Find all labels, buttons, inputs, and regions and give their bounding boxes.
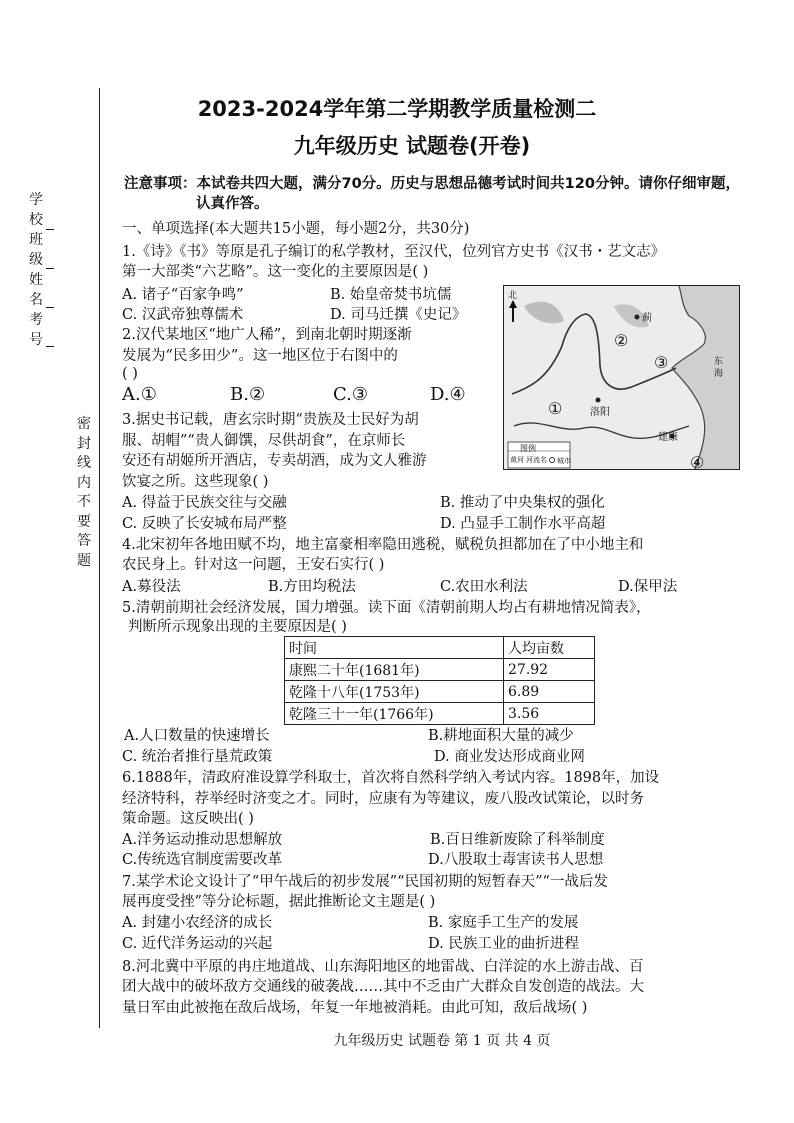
q6-stem-1: 6.1888年，清政府准设算学科取士，首次将自然科学纳入考试内容。1898年，加设 xyxy=(122,770,660,786)
exam-subtitle: 九年级历史 试题卷(开卷) xyxy=(293,134,531,158)
q8-stem-1: 8.河北冀中平原的冉庄地道战、山东海阳地区的地雷战、白洋淀的水上游击战、百 xyxy=(122,959,644,975)
seal-char: 密 xyxy=(77,416,91,432)
q7-option-d: D. 民族工业的曲折进程 xyxy=(428,936,579,952)
seal-line-notice xyxy=(74,415,94,571)
q3-stem-1: 3.据史书记载，唐玄宗时期“贵族及士民好为胡 xyxy=(122,412,419,428)
map-mark-2: ② xyxy=(614,331,629,350)
q1-stem-1: 1.《诗》《书》等原是孔子编订的私学教材，至汉代，位列官方史书《汉书・艺文志》 xyxy=(122,244,666,260)
q6-option-b: B.百日维新废除了科举制度 xyxy=(430,832,605,848)
side-label: 名 xyxy=(29,292,43,308)
notice-line-2: 认真作答。 xyxy=(196,196,269,212)
table-row xyxy=(285,659,595,681)
q5-option-c: C. 统治者推行垦荒政策 xyxy=(122,749,273,765)
city-luoyang: 洛阳 xyxy=(590,407,610,418)
exam-title: 2023-2024学年第二学期教学质量检测二 xyxy=(197,97,597,121)
side-label: 学 xyxy=(29,192,43,208)
q3-option-a: A. 得益于民族交往与交融 xyxy=(122,495,287,511)
seal-char: 线 xyxy=(77,455,91,471)
q4-option-a: A.募役法 xyxy=(122,579,181,595)
q7-option-c: C. 近代洋务运动的兴起 xyxy=(122,936,273,952)
q7-stem-1: 7.某学术论文设计了“甲午战后的初步发展”“民国初期的短暂春天”“一战后发 xyxy=(122,874,608,890)
q1-option-b: B. 始皇帝焚书坑儒 xyxy=(330,287,452,303)
north-label: 北 xyxy=(508,291,518,301)
seal-char: 封 xyxy=(77,435,91,452)
q3-option-b: B. 推动了中央集权的强化 xyxy=(440,495,605,511)
notice-line-1: 注意事项：本试卷共四大题，满分70分。历史与思想品德考试时间共120分钟。请你仔细审题， xyxy=(124,176,740,192)
q3-stem-4: 饮宴之所。这些现象( ) xyxy=(122,474,269,490)
q4-option-c: C.农田水利法 xyxy=(440,579,528,595)
fill-blank-name xyxy=(46,307,54,308)
q5-option-d: D. 商业发达形成商业网 xyxy=(434,749,585,765)
side-label: 级 xyxy=(29,252,43,268)
seal-char: 内 xyxy=(77,474,91,491)
table-header-row xyxy=(285,637,595,659)
side-label: 姓 xyxy=(29,272,43,288)
q4-option-b: B.方田均税法 xyxy=(268,579,356,595)
q6-stem-3: 策命题。这反映出( ) xyxy=(122,811,254,827)
q6-option-a: A.洋务运动推动思想解放 xyxy=(122,832,283,848)
legend-title: 图例 xyxy=(520,444,536,453)
side-label: 班 xyxy=(29,232,43,248)
q7-option-a: A. 封建小农经济的成长 xyxy=(122,915,273,931)
q5-stem-2: 判断所示现象出现的主要原因是( ) xyxy=(128,619,347,635)
side-label: 考 xyxy=(29,312,43,328)
legend-river-label: 黄河 xyxy=(510,456,524,464)
q2-stem-2: 发展为“民多田少”。这一地区位于右图中的 xyxy=(122,348,398,364)
q4-stem-1: 4.北宋初年各地田赋不均，地主富豪相率隐田逃税，赋税负担都加在了中小地主和 xyxy=(122,537,644,553)
q1-option-a: A. 诸子“百家争鸣” xyxy=(122,287,244,303)
q6-stem-2: 经济特科，荐举经时济变之才。同时，应康有为等建议，废八股改试策论，以时务 xyxy=(122,791,644,807)
side-label: 校 xyxy=(29,212,43,228)
q2-stem-1: 2.汉代某地区“地广人稀”，到南北朝时期逐渐 xyxy=(122,327,412,343)
q2-option-d: D.④ xyxy=(430,384,466,405)
table-header-cell: 人均亩数 xyxy=(504,637,595,659)
q5-option-b: B.耕地面积大量的减少 xyxy=(428,728,574,744)
q7-stem-2: 展再度受挫”等分论标题，据此推断论文主题是( ) xyxy=(122,894,436,910)
q2-option-c: C.③ xyxy=(333,384,368,405)
q4-stem-2: 农民身上。针对这一问题，王安石实行( ) xyxy=(122,557,385,573)
city-jiankang: 建康 xyxy=(658,432,678,443)
fill-blank-school xyxy=(46,229,54,230)
map-drawing xyxy=(504,286,740,470)
q3-stem-3: 安还有胡姬所开酒店，专卖胡酒，成为文人雅游 xyxy=(122,453,427,469)
page-footer: 九年级历史 试题卷 第 1 页 共 4 页 xyxy=(333,1033,551,1049)
fill-blank-class xyxy=(46,268,54,269)
q6-option-c: C.传统选官制度需要改革 xyxy=(122,852,283,868)
q1-stem-2: 第一大部类“六艺略”。这一变化的主要原因是( ) xyxy=(122,264,429,280)
q2-option-b: B.② xyxy=(230,384,266,405)
table-cell: 康熙二十年(1681年) xyxy=(285,659,504,681)
seal-char: 要 xyxy=(77,513,91,530)
q8-stem-3: 量日军由此被拖在敌后战场，年复一年地被消耗。由此可知，敌后战场( ) xyxy=(122,1000,588,1016)
map-mark-3: ③ xyxy=(654,353,669,372)
historical-map xyxy=(503,285,740,470)
legend-city: 城市 xyxy=(557,457,571,465)
seal-char: 题 xyxy=(77,552,91,569)
table-cell: 27.92 xyxy=(504,659,595,681)
student-info-labels xyxy=(26,190,46,350)
q6-option-d: D.八股取士毒害读书人思想 xyxy=(428,852,604,868)
q5-option-a: A.人口数量的快速增长 xyxy=(124,728,270,744)
seal-char: 答 xyxy=(77,533,91,549)
q1-option-d: D. 司马迁撰《史记》 xyxy=(330,307,467,323)
seal-char: 不 xyxy=(77,494,91,510)
table-header-cell: 时间 xyxy=(285,637,504,659)
q1-option-c: C. 汉武帝独尊儒术 xyxy=(122,307,244,323)
map-mark-1: ① xyxy=(548,399,563,418)
legend-river: 河流名 xyxy=(526,456,547,464)
table-cell: 乾隆三十一年(1766年) xyxy=(285,703,504,725)
q2-stem-3: ( ) xyxy=(122,366,138,382)
farmland-table xyxy=(284,636,595,725)
sea-label: 东海 xyxy=(714,357,724,379)
q7-option-b: B. 家庭手工生产的发展 xyxy=(428,915,579,931)
q3-option-d: D. 凸显手工制作水平高超 xyxy=(440,516,606,532)
binding-line xyxy=(99,88,100,1028)
fill-blank-number xyxy=(46,346,54,347)
table-cell: 3.56 xyxy=(504,703,595,725)
q3-option-c: C. 反映了长安城布局严整 xyxy=(122,516,287,532)
q2-option-a: A.① xyxy=(122,384,157,405)
city-ji: 蓟 xyxy=(642,313,652,324)
map-mark-4: ④ xyxy=(690,453,705,470)
q5-stem-1: 5.清朝前期社会经济发展，国力增强。读下面《清朝前期人均占有耕地情况简表》， xyxy=(122,600,651,616)
section-heading: 一、单项选择(本大题共15小题，每小题2分，共30分) xyxy=(122,221,470,237)
table-cell: 6.89 xyxy=(504,681,595,703)
table-row xyxy=(285,703,595,725)
q8-stem-2: 团大战中的破坏敌方交通线的破袭战……其中不乏由广大群众自发创造的战法。大 xyxy=(122,979,644,995)
q4-option-d: D.保甲法 xyxy=(618,579,678,595)
q3-stem-2: 服、胡帽”“贵人御馔，尽供胡食”，在京师长 xyxy=(122,433,406,449)
table-row xyxy=(285,681,595,703)
side-label: 号 xyxy=(29,332,43,348)
table-cell: 乾隆十八年(1753年) xyxy=(285,681,504,703)
